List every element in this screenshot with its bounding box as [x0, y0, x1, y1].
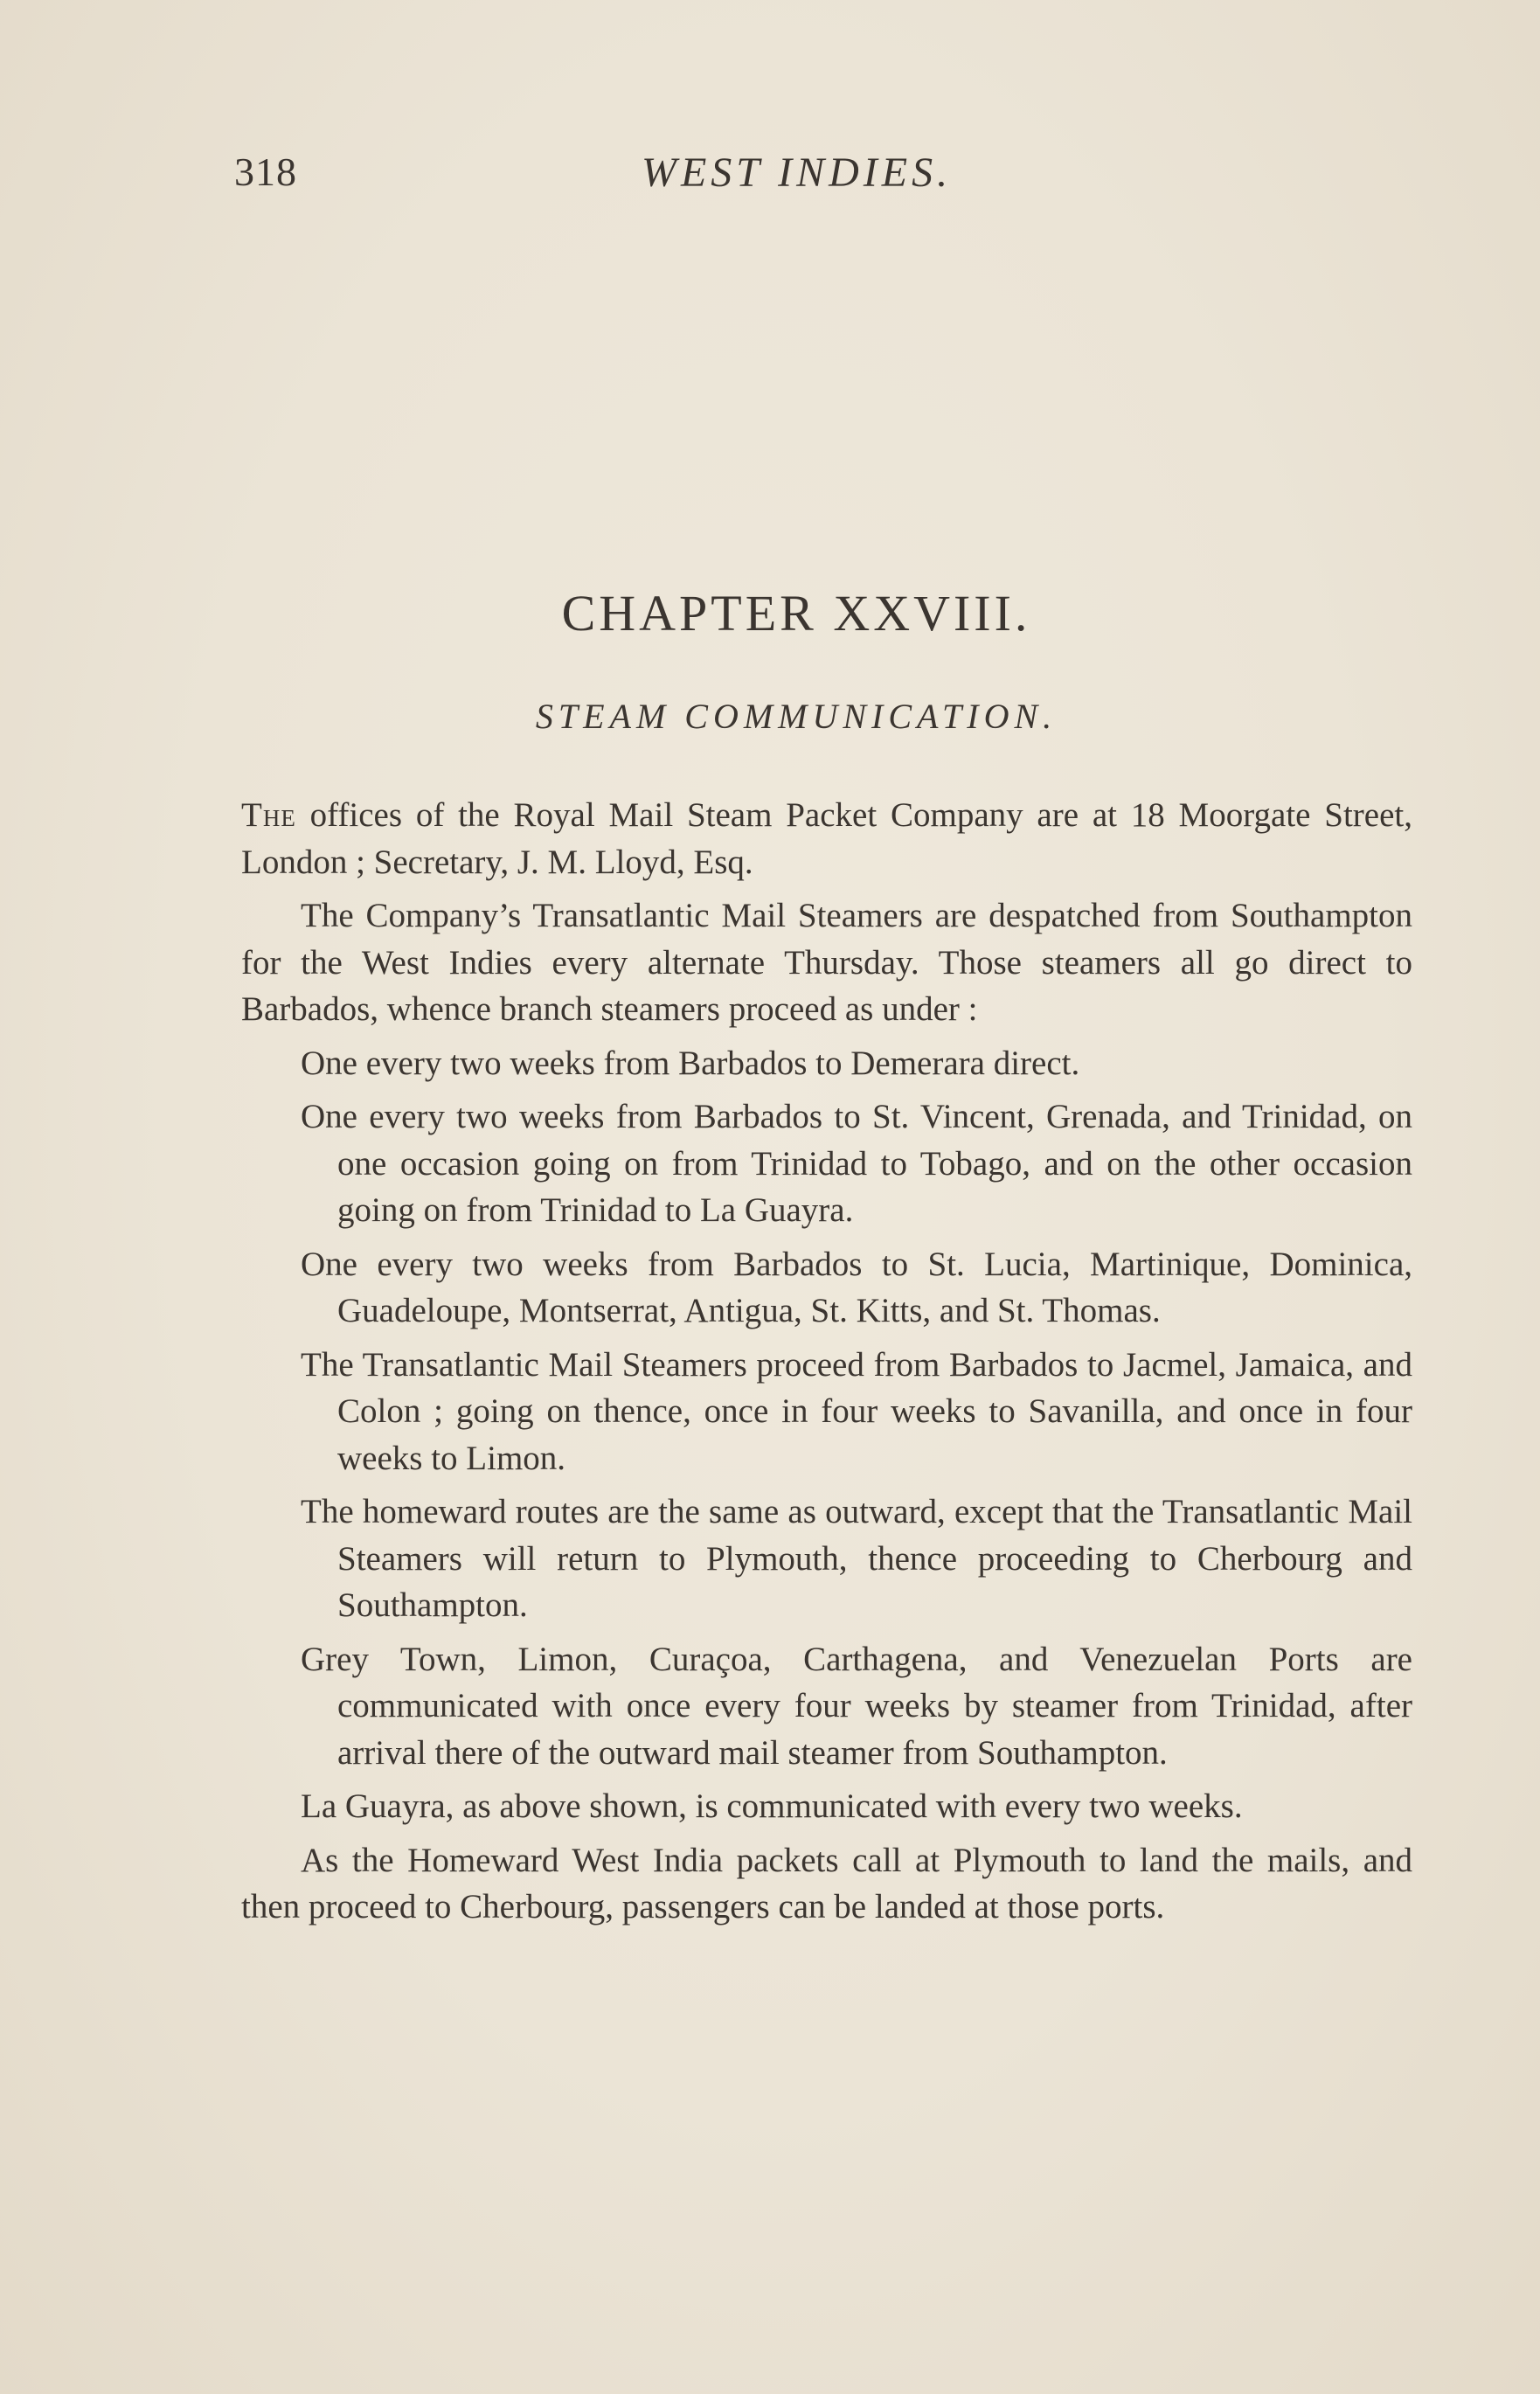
intro-paragraph-text: offices of the Royal Mail Steam Packet Company are at 18 Moorgate Street, London ; Secretary, J. M. Lloyd, Esq.	[241, 796, 1412, 881]
route-item: One every two weeks from Barbados to St. Lucia, Martinique, Dominica, Guadeloupe, Montserrat, Antigua, St. Kitts, and St. Thomas.	[301, 1245, 1412, 1329]
chapter-title: CHAPTER XXVIII.	[561, 585, 1031, 642]
route-item: One every two weeks from Barbados to St. Vincent, Grenada, and Trinidad, on one occasion going on from Trinidad to Tobago, and on the other occasion going on from Trinidad to La Guayra.	[301, 1098, 1412, 1229]
chapter-subtitle: STEAM COMMUNICATION.	[535, 697, 1058, 736]
intro-paragraph	[241, 792, 1412, 885]
final-paragraph: As the Homeward West India packets call at Plymouth to land the mails, and then proceed to Cherbourg, passengers can be landed at those ports.	[241, 1841, 1412, 1926]
route-item: The Transatlantic Mail Steamers proceed from Barbados to Jacmel, Jamaica, and Colon ; going on thence, once in four weeks to Savanilla, and once in four weeks to Limon.	[301, 1345, 1412, 1477]
route-item: One every two weeks from Barbados to Demerara direct.	[301, 1044, 1080, 1082]
route-item: The homeward routes are the same as outward, except that the Transatlantic Mail Steamers will return to Plymouth, thence proceeding to Cherbourg and Southampton.	[301, 1493, 1412, 1624]
departures-paragraph: The Company’s Transatlantic Mail Steamers are despatched from Southampton for the West Indies every alternate Thursday. Those steamers all go direct to Barbados, whence branch steamers proceed as under :	[241, 897, 1412, 1028]
body-text	[241, 792, 1412, 1938]
page-number: 318	[234, 149, 297, 194]
route-item: Grey Town, Limon, Curaçoa, Carthagena, and Venezuelan Ports are communicated with once every four weeks by steamer from Trinidad, after arrival there of the outward mail steamer from Southampton.	[301, 1640, 1412, 1772]
intro-first-word: The	[241, 796, 296, 834]
running-head: WEST INDIES.	[642, 149, 953, 196]
route-item: La Guayra, as above shown, is communicated with every two weeks.	[301, 1787, 1243, 1825]
